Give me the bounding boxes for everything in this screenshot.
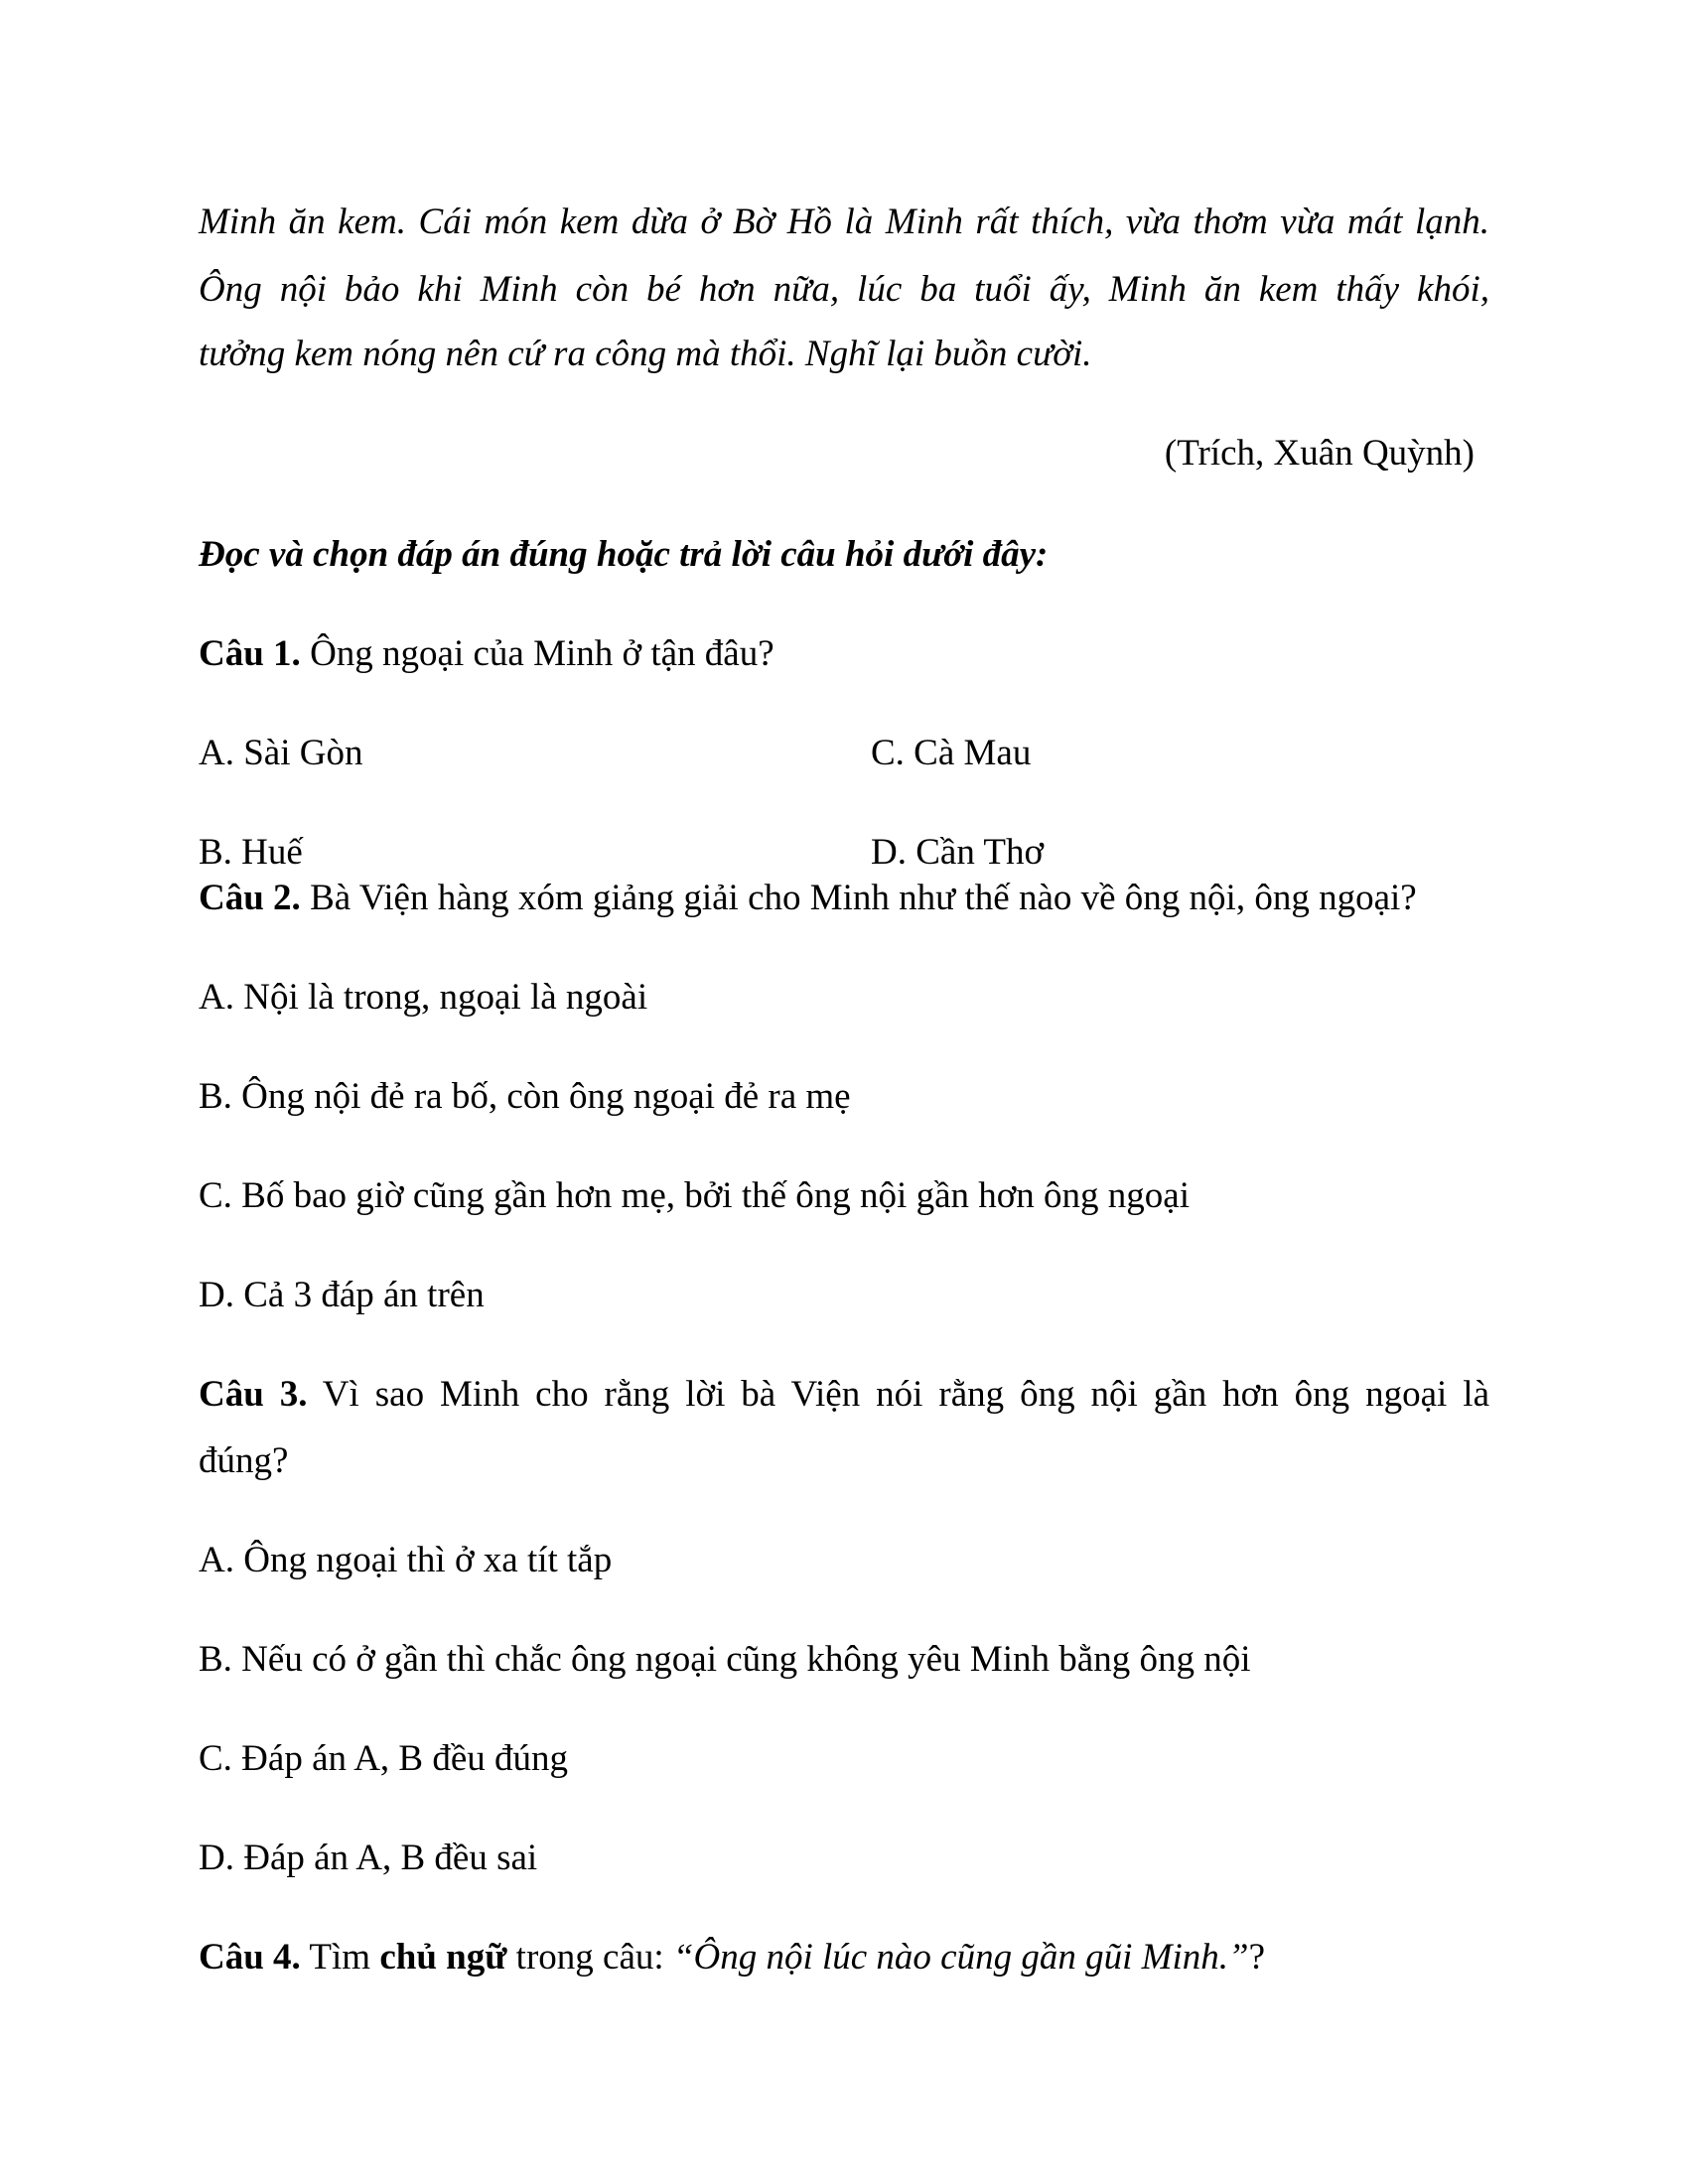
passage-line-1: Minh ăn kem. Cái món kem dừa ở Bờ Hồ là Minh rất thích, vừa thơm vừa mát lạnh. bbox=[199, 202, 1489, 242]
question-2 bbox=[199, 880, 1417, 916]
question-3-text-line-1: Vì sao Minh cho rằng lời bà Viện nói rằng ông nội gần hơn ông ngoại là bbox=[307, 1374, 1489, 1415]
question-2-option-c: C. Bố bao giờ cũng gần hơn mẹ, bởi thế ông nội gần hơn ông ngoại bbox=[199, 1175, 1191, 1216]
question-1-label: Câu 1. bbox=[199, 633, 301, 674]
question-4 bbox=[199, 1939, 1265, 1976]
question-4-text-end: ? bbox=[1248, 1937, 1266, 1978]
passage-line-2: Ông nội bảo khi Minh còn bé hơn nữa, lúc ba tuổi ấy, Minh ăn kem thấy khói, bbox=[199, 269, 1489, 310]
question-2-label: Câu 2. bbox=[199, 878, 301, 918]
question-1-option-d: D. Cần Thơ bbox=[871, 832, 1045, 873]
passage-line-3: tưởng kem nóng nên cứ ra công mà thổi. Nghĩ lại buồn cười. bbox=[199, 334, 1092, 374]
passage-source: (Trích, Xuân Quỳnh) bbox=[1164, 433, 1475, 474]
question-1-option-c: C. Cà Mau bbox=[871, 733, 1032, 773]
question-1 bbox=[199, 635, 774, 672]
question-1-option-b: B. Huế bbox=[199, 832, 303, 873]
question-3-label: Câu 3. bbox=[199, 1374, 308, 1415]
question-3-line-1 bbox=[199, 1376, 1489, 1413]
question-2-text: Bà Viện hàng xóm giảng giải cho Minh như thế nào về ông nội, ông ngoại? bbox=[300, 878, 1417, 918]
question-3-option-a: A. Ông ngoại thì ở xa tít tắp bbox=[199, 1540, 613, 1580]
question-2-option-a: A. Nội là trong, ngoại là ngoài bbox=[199, 977, 648, 1018]
instruction: Đọc và chọn đáp án đúng hoặc trả lời câu hỏi dưới đây: bbox=[199, 534, 1049, 575]
question-1-option-a: A. Sài Gòn bbox=[199, 733, 363, 773]
question-4-label: Câu 4. bbox=[199, 1937, 301, 1978]
question-4-keyword: chủ ngữ bbox=[379, 1937, 507, 1978]
question-3-option-c: C. Đáp án A, B đều đúng bbox=[199, 1738, 569, 1779]
question-2-option-d: D. Cả 3 đáp án trên bbox=[199, 1275, 485, 1315]
question-4-quote: “Ông nội lúc nào cũng gần gũi Minh.” bbox=[672, 1937, 1249, 1978]
question-3-option-d: D. Đáp án A, B đều sai bbox=[199, 1838, 538, 1878]
question-3-option-b: B. Nếu có ở gần thì chắc ông ngoại cũng không yêu Minh bằng ông nội bbox=[199, 1639, 1251, 1680]
question-2-option-b: B. Ông nội đẻ ra bố, còn ông ngoại đẻ ra mẹ bbox=[199, 1076, 851, 1117]
question-3-text-line-2: đúng? bbox=[199, 1440, 289, 1481]
question-4-text-a: Tìm bbox=[300, 1937, 380, 1978]
question-4-text-b: trong câu: bbox=[506, 1937, 673, 1978]
question-1-text: Ông ngoại của Minh ở tận đâu? bbox=[300, 633, 774, 674]
